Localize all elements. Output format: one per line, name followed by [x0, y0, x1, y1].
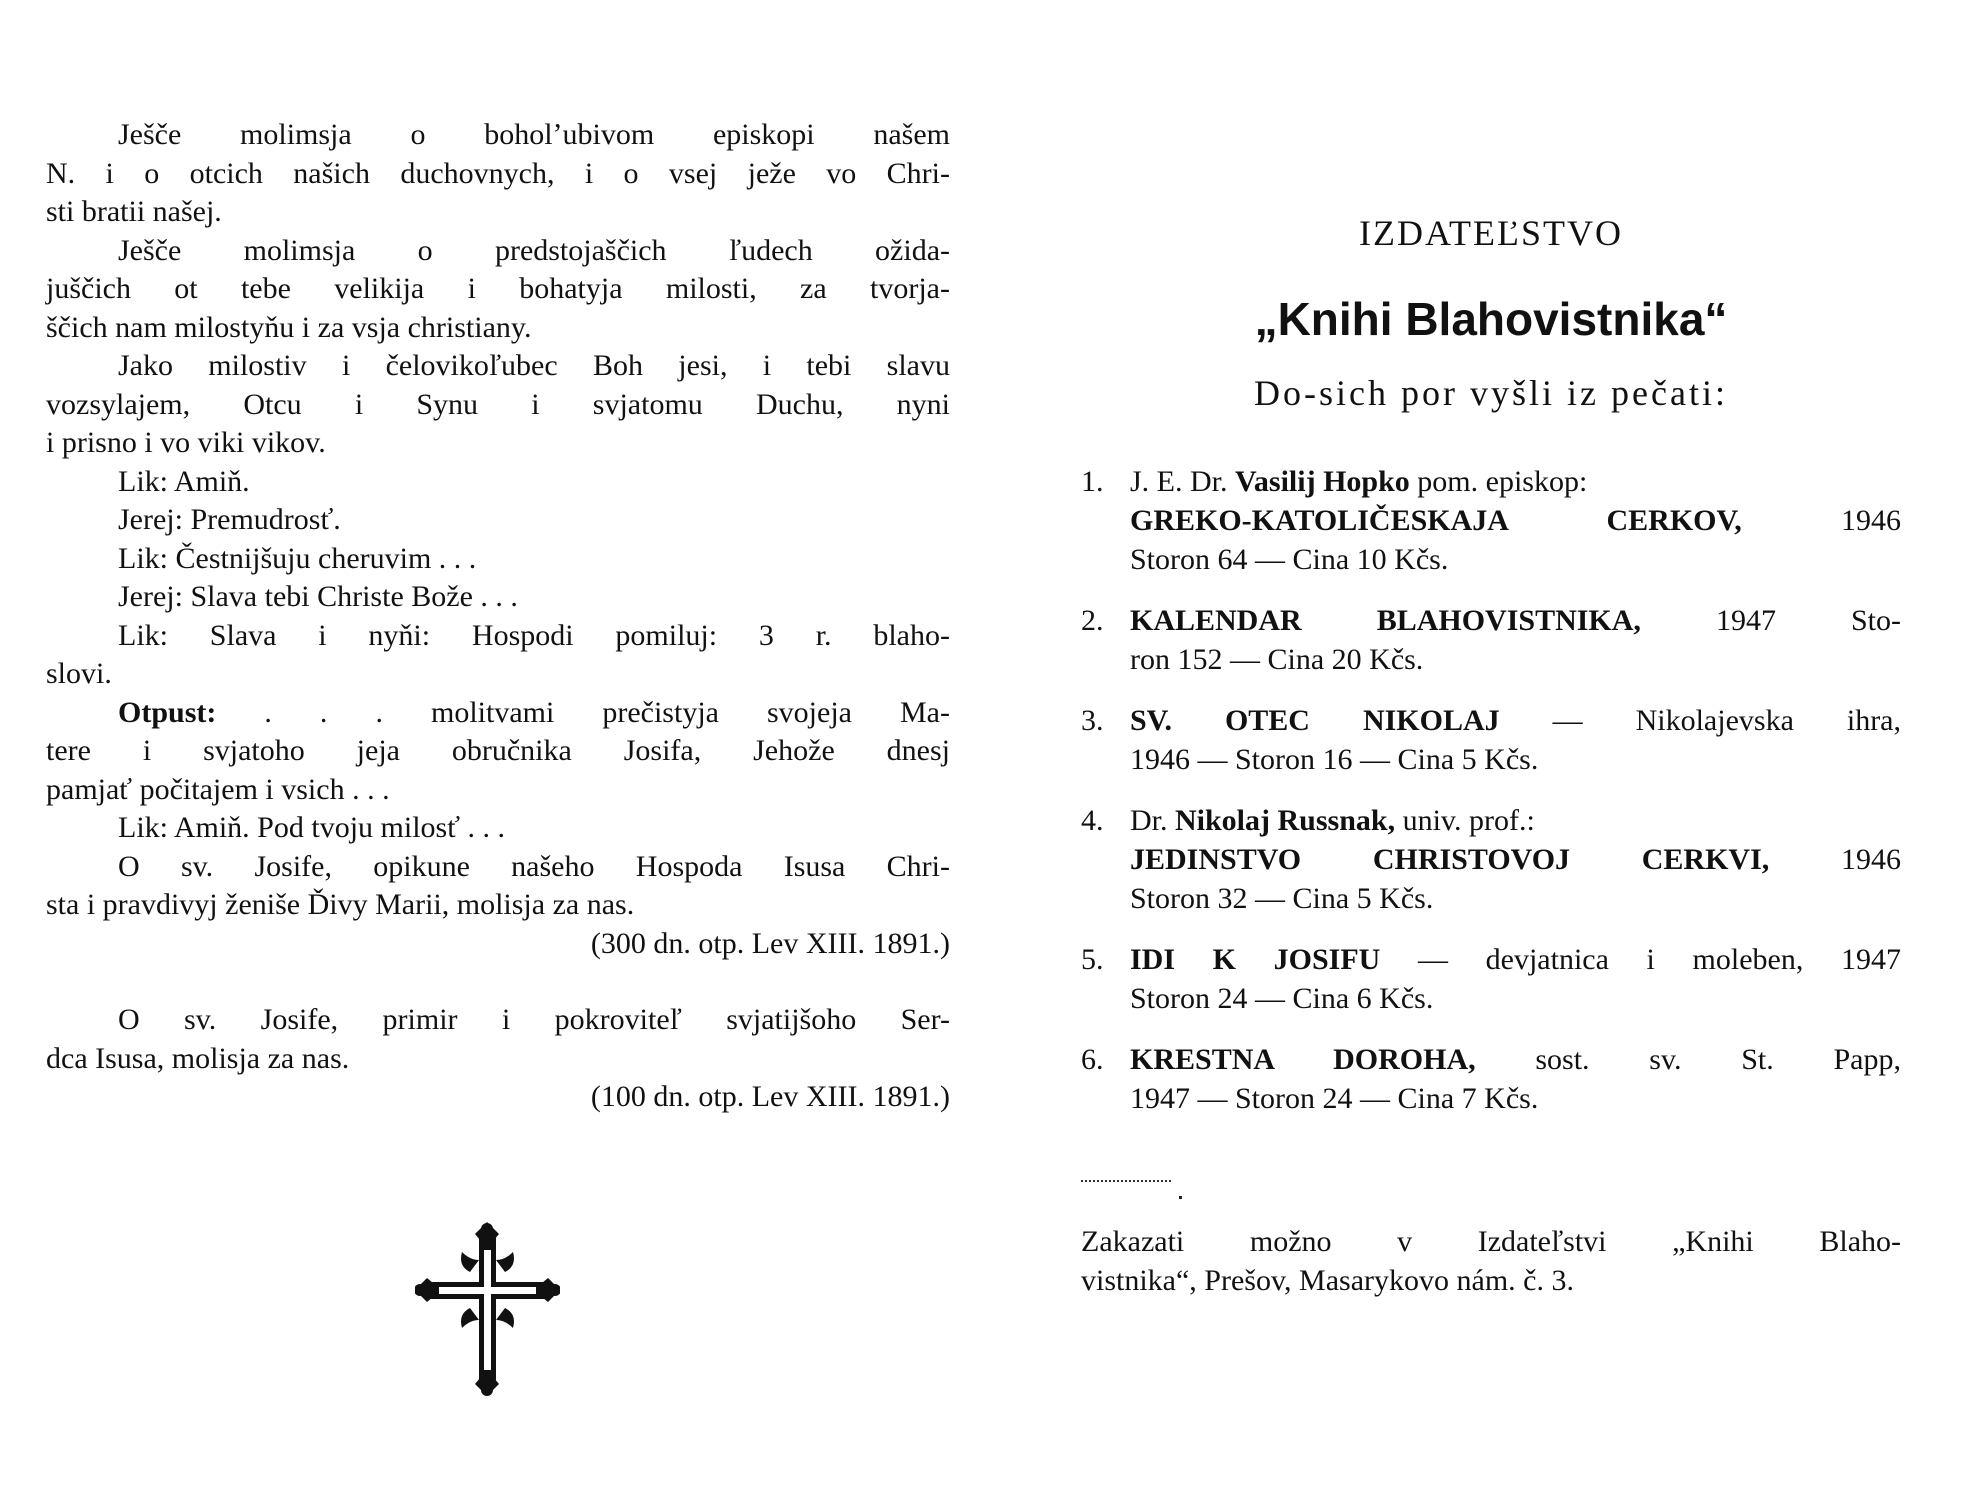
prayer-line [46, 540, 950, 579]
text: O sv. Josife, primir i pokroviteľ svjatijšoho Ser- [118, 1003, 950, 1036]
prayer-line [46, 848, 950, 887]
prayer-line [46, 232, 950, 271]
text: pamjať počitajem i vsich . . . [46, 772, 390, 806]
prayer-line [46, 771, 950, 810]
publication-line [1130, 1040, 1901, 1079]
text: Ješče molimsja o predstojaščich ľudech ožida- [118, 233, 950, 267]
publication-line [1130, 540, 1901, 579]
prayer-line [46, 347, 950, 386]
prayer-line [46, 886, 950, 925]
publisher-name: „Knihi Blahovistnika“ [1254, 293, 1728, 345]
item-number: 6. [1081, 1043, 1104, 1076]
order-note [1081, 1222, 1901, 1300]
text: Storon 24 — Cina 6 Kčs. [1130, 982, 1434, 1015]
text: juščich ot tebe velikija i bohatyja milosti, za tvorja- [46, 272, 950, 305]
text: 1946 [1769, 843, 1901, 876]
text: Jako milostiv i čelovikoľubec Boh jesi, i tebi slavu [118, 349, 950, 382]
text: Storon 32 — Cina 5 Kčs. [1130, 882, 1434, 915]
text: Lik: Čestnijšuju cheruvim . . . [118, 541, 477, 575]
prayer-line [46, 617, 950, 656]
text: Dr. [1130, 804, 1175, 837]
item-number: 1. [1081, 465, 1104, 498]
bold-text: JEDINSTVO CHRISTOVOJ CERKVI, [1130, 843, 1770, 876]
text: 1947 — Storon 24 — Cina 7 Kčs. [1130, 1082, 1539, 1115]
prayer-line [46, 655, 950, 694]
text: sta i pravdivyj ženiše Ďivy Marii, molisja za nas. [46, 888, 635, 921]
text: . . . molitvami prečistyja svojeja Ma- [216, 695, 950, 729]
text: dca Isusa, molisja za nas. [46, 1041, 350, 1075]
prayer-line [46, 501, 950, 540]
bold-text: Vasilij Hopko [1235, 465, 1410, 498]
prayer-line [46, 732, 950, 771]
text: pom. episkop: [1409, 465, 1588, 498]
publication-item [1081, 462, 1901, 579]
text: 1947 Sto- [1640, 604, 1901, 637]
text: Jerej: Premudrosť. [118, 503, 341, 536]
prayer-line [46, 424, 950, 463]
publication-line [1130, 801, 1901, 840]
bold-text: Otpust: [118, 695, 217, 729]
text: Lik: Slava i nyňi: Hospodi pomiluj: 3 r. blaho- [118, 618, 950, 652]
prayer-line [46, 193, 950, 232]
publication-line [1130, 701, 1901, 740]
text: O sv. Josife, opikune našeho Hospoda Isusa Chri- [118, 849, 950, 883]
spacer [46, 963, 950, 1001]
publication-item [1081, 601, 1901, 679]
item-number: 5. [1081, 943, 1104, 976]
text: sost. sv. St. Papp, [1475, 1043, 1901, 1076]
prayer-line [46, 809, 950, 848]
prayer-line [46, 578, 950, 617]
text: Storon 64 — Cina 10 Kčs. [1130, 543, 1449, 576]
publication-item [1081, 701, 1901, 779]
text: ščich nam milostyňu i za vsja christiany. [46, 310, 532, 344]
text: J. E. Dr. [1130, 465, 1235, 498]
divider [1081, 1180, 1171, 1182]
item-number: 4. [1081, 804, 1104, 837]
publication-item [1081, 1040, 1901, 1118]
text: sti bratii našej. [46, 195, 222, 228]
text: tere i svjatoho jeja obručnika Josifa, Jehože dnesj [46, 734, 950, 767]
item-number: 3. [1081, 704, 1104, 737]
text: — Nikolajevska ihra, [1499, 704, 1901, 737]
bold-text: GREKO-KATOLIČESKAJA CERKOV, [1130, 504, 1742, 537]
text: ron 152 — Cina 20 Kčs. [1130, 643, 1424, 676]
publication-line [1130, 640, 1901, 679]
text: — devjatnica i moleben, 1947 [1380, 943, 1901, 976]
bold-text: Nikolaj Russnak, [1175, 804, 1396, 837]
text: Ješče molimsja o boholʼubivom episkopi našem [118, 118, 950, 151]
text: vozsylajem, Otcu i Synu i svjatomu Duchu, nyni [46, 387, 950, 421]
prayer-line [46, 155, 950, 194]
bold-text: IDI K JOSIFU [1130, 943, 1381, 976]
text: N. i o otcich našich duchovnych, i o vsej ježe vo Chri- [46, 156, 950, 190]
publication-line [1130, 940, 1901, 979]
prayer-line [46, 1078, 950, 1117]
text: 1946 — Storon 16 — Cina 5 Kčs. [1130, 743, 1539, 776]
subtitle: Do-sich por vyšli iz pečati: [1254, 373, 1728, 413]
order-note-line: Zakazati možno v Izdateľstvi „Knihi Blaho- [1081, 1225, 1901, 1258]
publication-line [1130, 879, 1901, 918]
prayer-line [46, 270, 950, 309]
prayer-column [46, 116, 950, 1117]
text: i prisno i vo viki vikov. [46, 426, 326, 459]
item-number: 2. [1081, 604, 1104, 637]
publication-item [1081, 940, 1901, 1018]
publication-line [1130, 501, 1901, 540]
prayer-line [46, 925, 950, 964]
text: Jerej: Slava tebi Christe Bože . . . [118, 580, 518, 613]
prayer-line [46, 1001, 950, 1040]
bold-text: SV. OTEC NIKOLAJ [1130, 704, 1500, 737]
prayer-line [46, 694, 950, 733]
ornamental-cross-icon [415, 1220, 560, 1398]
text: (100 dn. otp. Lev XIII. 1891.) [590, 1080, 950, 1113]
publication-line [1130, 462, 1901, 501]
text: Lik: Amiň. Pod tvoju milosť . . . [118, 811, 506, 844]
text: Lik: Amiň. [118, 464, 250, 498]
publication-list [1081, 462, 1901, 1140]
text: univ. prof.: [1395, 804, 1535, 837]
order-note-line: vistnika“, Prešov, Masarykovo nám. č. 3. [1081, 1264, 1574, 1297]
bold-text: KRESTNA DOROHA, [1130, 1043, 1476, 1076]
publication-line [1130, 1079, 1901, 1118]
publisher-label: IZDATEĽSTVO [1359, 213, 1623, 253]
text: 1946 [1741, 504, 1902, 537]
prayer-line [46, 463, 950, 502]
publication-item [1081, 801, 1901, 918]
bold-text: KALENDAR BLAHOVISTNIKA, [1130, 604, 1641, 637]
prayer-line [46, 309, 950, 348]
publication-line [1130, 979, 1901, 1018]
prayer-line [46, 386, 950, 425]
publication-line [1130, 840, 1901, 879]
divider-dot [1179, 1196, 1182, 1199]
text: (300 dn. otp. Lev XIII. 1891.) [590, 926, 950, 960]
prayer-line [46, 1040, 950, 1079]
text: slovi. [46, 657, 112, 690]
prayer-line [46, 116, 950, 155]
publication-line [1130, 601, 1901, 640]
publication-line [1130, 740, 1901, 779]
